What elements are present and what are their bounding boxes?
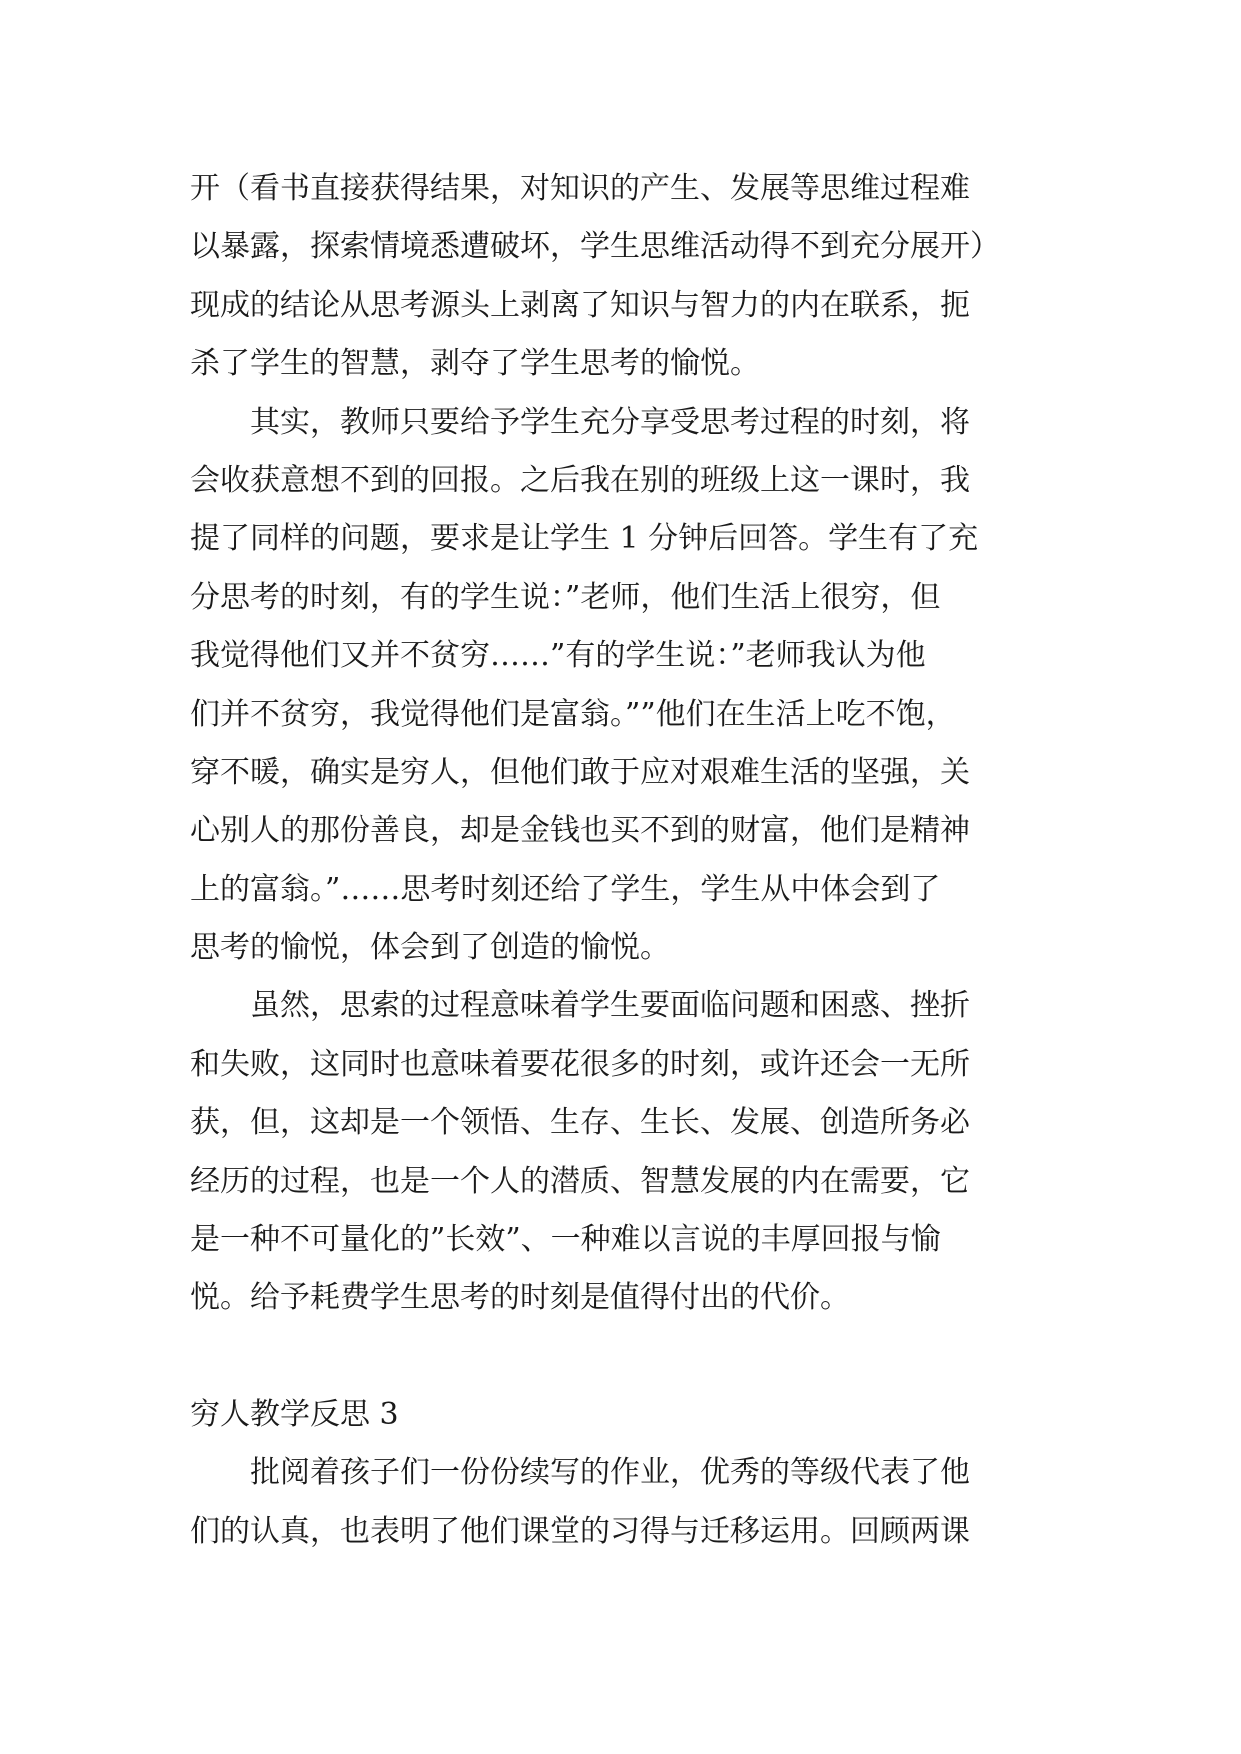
text-line: 经历的过程，也是一个人的潜质、智慧发展的内在需要，它 — [190, 1163, 970, 1199]
text-line: 开（看书直接获得结果，对知识的产生、发展等思维过程难 — [190, 171, 970, 206]
text-line: 会收获意想不到的回报。之后我在别的班级上这一课时，我 — [190, 462, 970, 498]
text-line: 提了同样的问题，要求是让学生 1 分钟后回答。学生有了充 — [190, 521, 979, 557]
text-line: 获，但，这却是一个领悟、生存、生长、发展、创造所务必 — [190, 1105, 970, 1141]
text-line: 分思考的时刻，有的学生说：”老师，他们生活上很穷，但 — [190, 579, 941, 615]
text-line: 虽然，思索的过程意味着学生要面临问题和困惑、挫折 — [250, 988, 970, 1024]
section-heading: 穷人教学反思 3 — [190, 1396, 399, 1432]
text-line: 们的认真，也表明了他们课堂的习得与迁移运用。回顾两课 — [190, 1513, 970, 1549]
paragraph — [190, 160, 1050, 394]
text-line: 穿不暖，确实是穷人，但他们敢于应对艰难生活的坚强，关 — [190, 754, 970, 790]
text-line: 上的富翁。”……思考时刻还给了学生，学生从中体会到了 — [190, 871, 941, 907]
text-line: 以暴露，探索情境悉遭破坏，学生思维活动得不到充分展开） — [190, 229, 1000, 265]
text-line: 其实，教师只要给予学生充分享受思考过程的时刻，将 — [250, 404, 970, 440]
text-line: 思考的愉悦，体会到了创造的愉悦。 — [190, 930, 670, 966]
text-line: 我觉得他们又并不贫穷……”有的学生说：”老师我认为他 — [190, 638, 926, 674]
paragraph — [190, 394, 1050, 978]
text-line: 现成的结论从思考源头上剥离了知识与智力的内在联系，扼 — [190, 287, 970, 323]
text-line: 和失败，这同时也意味着要花很多的时刻，或许还会一无所 — [190, 1046, 970, 1082]
paragraph — [190, 1444, 1050, 1561]
text-line: 悦。给予耗费学生思考的时刻是值得付出的代价。 — [190, 1280, 850, 1316]
text-line: 是一种不可量化的”长效”、一种难以言说的丰厚回报与愉 — [190, 1222, 941, 1258]
text-line: 心别人的那份善良，却是金钱也买不到的财富，他们是精神 — [190, 813, 970, 849]
text-line: 们并不贫穷，我觉得他们是富翁。””他们在生活上吃不饱， — [190, 696, 956, 732]
paragraph — [190, 977, 1050, 1327]
document-body — [190, 160, 1050, 1561]
text-line: 批阅着孩子们一份份续写的作业，优秀的等级代表了他 — [250, 1455, 970, 1491]
text-line: 杀了学生的智慧，剥夺了学生思考的愉悦。 — [190, 346, 760, 382]
